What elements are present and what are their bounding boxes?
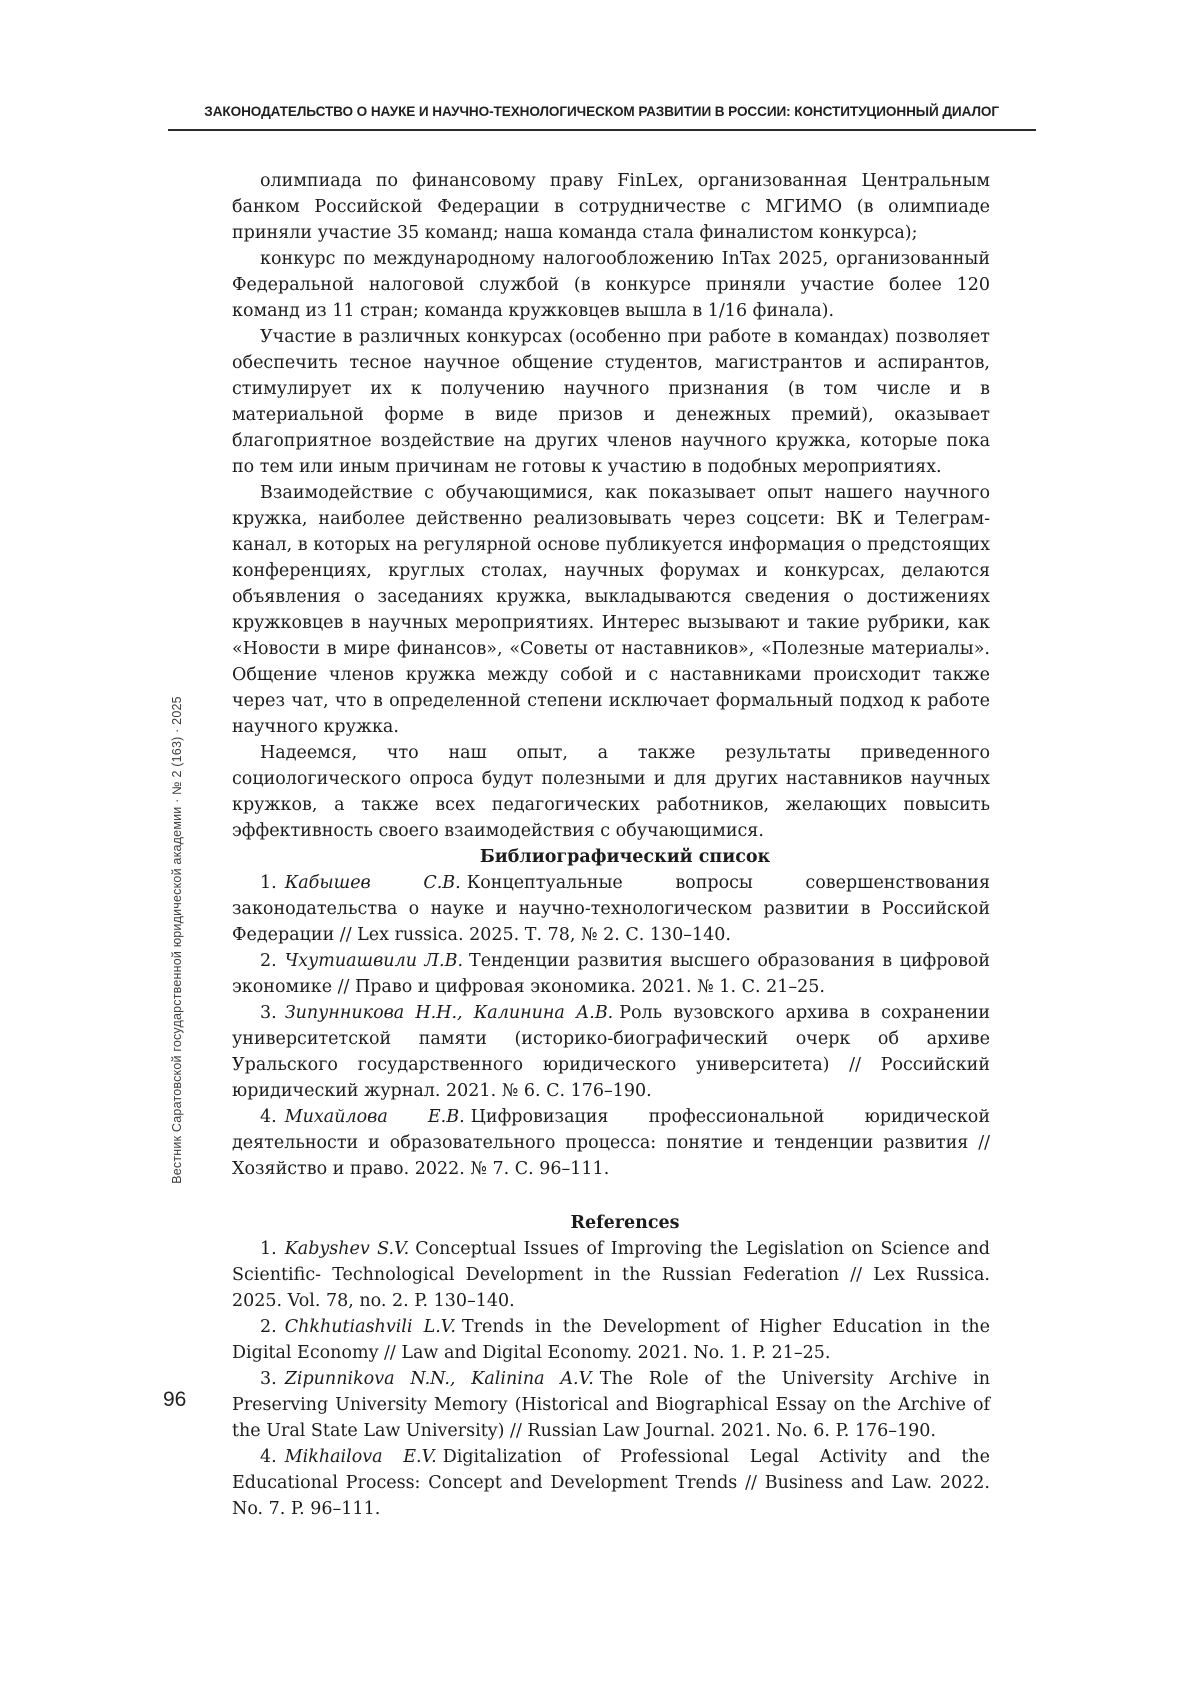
bibliography-item <box>232 1104 990 1182</box>
running-header-title: ЗАКОНОДАТЕЛЬСТВО О НАУКЕ И НАУЧНО-ТЕХНОЛОГИЧЕСКОМ РАЗВИТИИ В РОССИИ: КОНСТИТУЦИОННЫЙ ДИАЛОГ <box>204 103 1000 119</box>
journal-imprint-vertical: Вестник Саратовской государственной юридической академии · № 2 (163) · 2025 <box>170 696 184 1184</box>
bibliography-item <box>232 1000 990 1104</box>
reference-item <box>232 1366 990 1444</box>
article-body <box>232 168 990 1522</box>
references-heading: References <box>570 1213 680 1233</box>
ref-text: Trends in the Development of Higher Education in the Digital Economy // Law and Digital Economy. 2021. No. 1. P. 21–25. <box>232 1317 991 1363</box>
ref-number: 3. <box>260 1003 277 1023</box>
reference-item <box>232 1444 990 1522</box>
ref-text: Роль вузовского архива в сохранении университетской памяти (историко-биографический очерк об архиве Уральского государственного юридического университета) // Российский юридический журнал. 2021. № 6. С. 176–190. <box>232 1003 990 1101</box>
ref-authors: Zipunnikova N.N., Kalinina A.V. <box>284 1369 594 1389</box>
body-paragraph: олимпиада по финансовому праву FinLex, организованная Центральным банком Российской Федерации в сотрудничестве с МГИМО (в олимпиаде приняли участие 35 команд; наша команда стала финалистом конкурса); <box>232 171 990 243</box>
ref-number: 4. <box>260 1107 277 1127</box>
ref-number: 1. <box>260 873 277 893</box>
body-paragraph: Взаимодействие с обучающимися, как показывает опыт нашего научного кружка, наиболее действенно реализовывать через соцсети: ВК и Телеграм-канал, в которых на регулярной основе публикуется информация о предстоящих конференциях, круглых столах, научных форумах и конкурсах, делаются объявления о заседаниях кружка, выкладываются сведения о достижениях кружковцев в научных мероприятиях. Интерес вызывают и такие рубрики, как «Новости в мире финансов», «Советы от наставников», «Полезные материалы». Общение членов кружка между собой и с наставниками происходит также через чат, что в определенной степени исключает формальный подход к работе научного кружка. <box>232 483 990 737</box>
ref-text: Цифровизация профессиональной юридической деятельности и образовательного процесса: понятие и тенденции развития // Хозяйство и право. 2022. № 7. С. 96–111. <box>232 1107 990 1179</box>
ref-authors: Кабышев С.В. <box>284 873 461 893</box>
ref-authors: Михайлова Е.В. <box>284 1107 465 1127</box>
ref-text: The Role of the University Archive in Preserving University Memory (Historical and Biographical Essay on the Archive of the Ural State Law University) // Russian Law Journal. 2021. No. 6. P. 176–190. <box>232 1369 990 1441</box>
page-number: 96 <box>163 1388 187 1411</box>
ref-authors: Mikhailova E.V. <box>284 1447 437 1467</box>
ref-text: Conceptual Issues of Improving the Legislation on Science and Scientific- Technological Development in the Russian Federation // Lex Russica. 2025. Vol. 78, no. 2. P. 130–140. <box>232 1239 990 1311</box>
ref-authors: Chkhutiashvili L.V. <box>284 1317 456 1337</box>
running-header <box>168 101 1036 131</box>
body-paragraph: Участие в различных конкурсах (особенно при работе в командах) позволяет обеспечить тесное научное общение студентов, магистрантов и аспирантов, стимулирует их к получению научного признания (в том числе и в материальной форме в виде призов и денежных премий), оказывает благоприятное воздействие на других членов научного кружка, которые пока по тем или иным причинам не готовы к участию в подобных мероприятиях. <box>232 327 990 477</box>
bibliography-item <box>232 870 990 948</box>
ref-number: 4. <box>260 1447 277 1467</box>
ref-authors: Зипунникова Н.Н., Калинина А.В. <box>284 1003 614 1023</box>
ref-text: Концептуальные вопросы совершенствования законодательства о науке и научно-технологическом развитии в Российской Федерации // Lex russica. 2025. Т. 78, № 2. С. 130–140. <box>232 873 990 945</box>
ref-number: 1. <box>260 1239 277 1259</box>
ref-number: 3. <box>260 1369 277 1389</box>
bibliography-item <box>232 948 990 1000</box>
ref-number: 2. <box>260 1317 277 1337</box>
body-paragraph: Надеемся, что наш опыт, а также результаты приведенного социологического опроса будут полезными и для других наставников научных кружков, а также всех педагогических работников, желающих повысить эффективность своего взаимодействия с обучающимися. <box>232 743 990 841</box>
reference-item <box>232 1314 990 1366</box>
ref-text: Тенденции развития высшего образования в цифровой экономике // Право и цифровая экономика. 2021. № 1. С. 21–25. <box>232 951 990 997</box>
ref-number: 2. <box>260 951 277 971</box>
body-paragraph: конкурс по международному налогообложению InTax 2025, организованный Федеральной налоговой службой (в конкурсе приняли участие более 120 команд из 11 стран; команда кружковцев вышла в 1/16 финала). <box>232 249 990 321</box>
bibliography-heading: Библиографический список <box>479 847 771 867</box>
reference-item <box>232 1236 990 1314</box>
ref-text: Digitalization of Professional Legal Activity and the Educational Process: Concept and Development Trends // Business and Law. 2022. No. 7. P. 96–111. <box>232 1447 990 1519</box>
ref-authors: Чхутиашвили Л.В. <box>284 951 464 971</box>
ref-authors: Kabyshev S.V. <box>284 1239 410 1259</box>
